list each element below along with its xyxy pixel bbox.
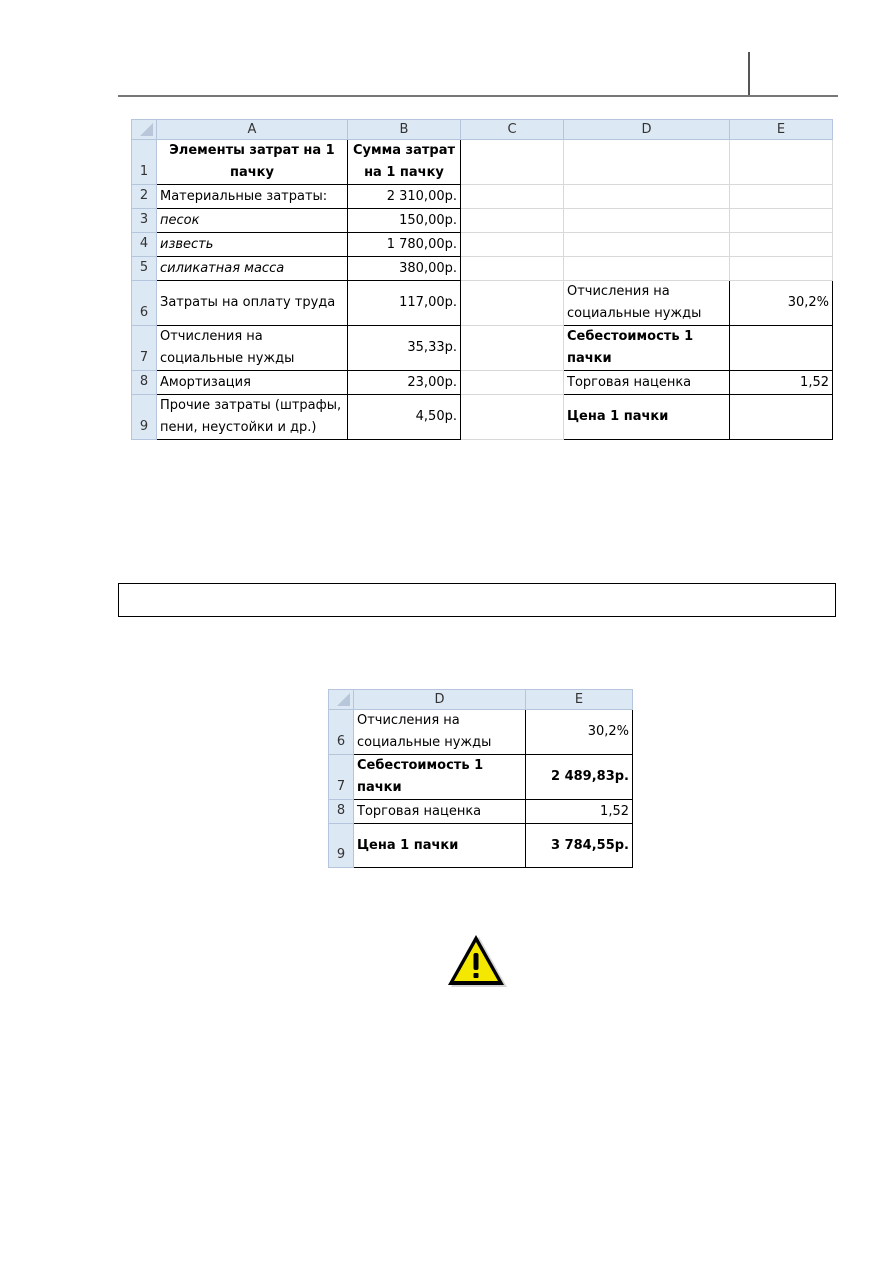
cell-a4[interactable]: известь <box>157 233 348 257</box>
cell-d7[interactable]: Себестоимость 1 пачки <box>564 326 730 371</box>
row-header[interactable]: 1 <box>132 140 157 185</box>
cell-a2[interactable]: Материальные затраты: <box>157 185 348 209</box>
cell-d9[interactable]: Цена 1 пачки <box>564 395 730 440</box>
cell-a1[interactable]: Элементы затрат на 1 пачку <box>157 140 348 185</box>
cell-c4[interactable] <box>461 233 564 257</box>
cell-e6[interactable]: 30,2% <box>730 281 833 326</box>
row-header[interactable]: 7 <box>132 326 157 371</box>
cell-d1[interactable] <box>564 140 730 185</box>
column-header-d[interactable]: D <box>354 690 526 710</box>
warning-triangle-icon <box>445 933 509 991</box>
cell-e7[interactable]: 2 489,83р. <box>526 755 633 800</box>
row-header[interactable]: 6 <box>132 281 157 326</box>
cell-b8[interactable]: 23,00р. <box>348 371 461 395</box>
row-header[interactable]: 9 <box>329 824 354 868</box>
cell-d6[interactable]: Отчисления на социальные нужды <box>354 710 526 755</box>
spreadsheet-result <box>328 689 633 868</box>
column-header-d[interactable]: D <box>564 120 730 140</box>
row-header[interactable]: 5 <box>132 257 157 281</box>
cell-e8[interactable]: 1,52 <box>730 371 833 395</box>
cell-e3[interactable] <box>730 209 833 233</box>
cell-b4[interactable]: 1 780,00р. <box>348 233 461 257</box>
row-header[interactable]: 6 <box>329 710 354 755</box>
cell-d2[interactable] <box>564 185 730 209</box>
cell-b1[interactable]: Сумма затрат на 1 пачку <box>348 140 461 185</box>
select-all-corner[interactable] <box>329 690 354 710</box>
cell-e5[interactable] <box>730 257 833 281</box>
row-header[interactable]: 8 <box>132 371 157 395</box>
cell-c1[interactable] <box>461 140 564 185</box>
cell-a9[interactable]: Прочие затраты (штрафы, пени, неустойки и др.) <box>157 395 348 440</box>
spreadsheet-main <box>131 119 833 440</box>
row-header[interactable]: 9 <box>132 395 157 440</box>
cell-d5[interactable] <box>564 257 730 281</box>
cell-e6[interactable]: 30,2% <box>526 710 633 755</box>
cell-b7[interactable]: 35,33р. <box>348 326 461 371</box>
cell-b5[interactable]: 380,00р. <box>348 257 461 281</box>
cell-d8[interactable]: Торговая наценка <box>354 800 526 824</box>
cell-a6[interactable]: Затраты на оплату труда <box>157 281 348 326</box>
empty-framed-box <box>118 583 836 617</box>
row-header[interactable]: 8 <box>329 800 354 824</box>
cell-a8[interactable]: Амортизация <box>157 371 348 395</box>
cell-e9[interactable]: 3 784,55р. <box>526 824 633 868</box>
cell-c7[interactable] <box>461 326 564 371</box>
header-rule <box>118 95 838 97</box>
cell-c5[interactable] <box>461 257 564 281</box>
cell-b3[interactable]: 150,00р. <box>348 209 461 233</box>
cell-c3[interactable] <box>461 209 564 233</box>
cell-e2[interactable] <box>730 185 833 209</box>
cell-a7[interactable]: Отчисления на социальные нужды <box>157 326 348 371</box>
row-header[interactable]: 3 <box>132 209 157 233</box>
row-header[interactable]: 7 <box>329 755 354 800</box>
row-header[interactable]: 2 <box>132 185 157 209</box>
cell-b9[interactable]: 4,50р. <box>348 395 461 440</box>
cell-c2[interactable] <box>461 185 564 209</box>
cell-d3[interactable] <box>564 209 730 233</box>
cell-d6[interactable]: Отчисления на социальные нужды <box>564 281 730 326</box>
cell-b6[interactable]: 117,00р. <box>348 281 461 326</box>
cell-a5[interactable]: силикатная масса <box>157 257 348 281</box>
cell-e1[interactable] <box>730 140 833 185</box>
cell-d7[interactable]: Себестоимость 1 пачки <box>354 755 526 800</box>
cell-c6[interactable] <box>461 281 564 326</box>
select-all-corner[interactable] <box>132 120 157 140</box>
cell-a3[interactable]: песок <box>157 209 348 233</box>
column-header-e[interactable]: E <box>730 120 833 140</box>
cell-e8[interactable]: 1,52 <box>526 800 633 824</box>
cell-b2[interactable]: 2 310,00р. <box>348 185 461 209</box>
cell-c9[interactable] <box>461 395 564 440</box>
cell-e9[interactable] <box>730 395 833 440</box>
row-header[interactable]: 4 <box>132 233 157 257</box>
column-header-c[interactable]: C <box>461 120 564 140</box>
header-divider-tick <box>748 52 750 96</box>
cell-e4[interactable] <box>730 233 833 257</box>
cell-e7[interactable] <box>730 326 833 371</box>
cell-d4[interactable] <box>564 233 730 257</box>
column-header-b[interactable]: B <box>348 120 461 140</box>
column-header-e[interactable]: E <box>526 690 633 710</box>
cell-d9[interactable]: Цена 1 пачки <box>354 824 526 868</box>
cell-c8[interactable] <box>461 371 564 395</box>
column-header-a[interactable]: A <box>157 120 348 140</box>
cell-d8[interactable]: Торговая наценка <box>564 371 730 395</box>
